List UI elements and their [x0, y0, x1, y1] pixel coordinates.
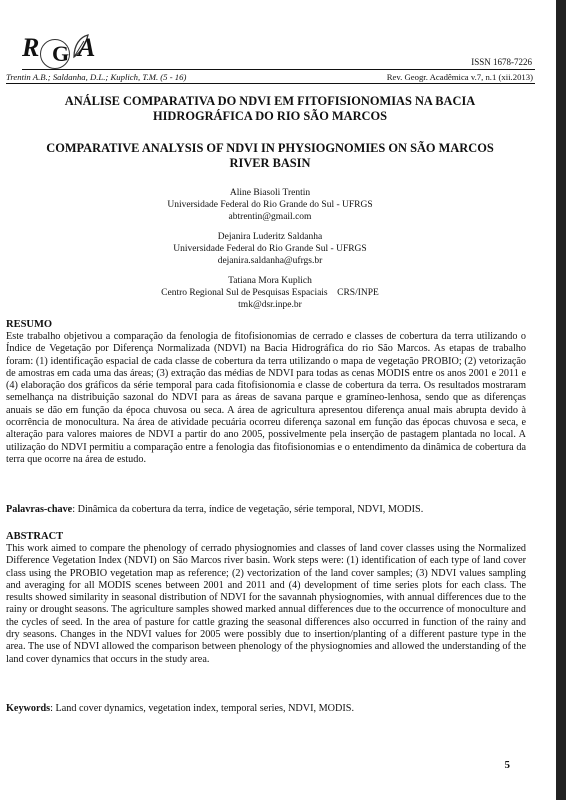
abstract-text: This work aimed to compare the phenology of cerrado physiognomies and classes of land cover classes using the Normalized Difference Vegetation Index (NDVI) on São Marcos river basin. Work steps were: (1) identification of each type of land cover class using the PROBIO vegetation map as reference; (2) vectorization of the land cover samples; (3) NDVI values sampling and averaging for all MODIS scenes between 2001 and 2011 and (4) development of time series plots for each class. The results showed similarity in seasonal distribution of NDVI for the savannah physiognomies, with annual differences due to the rainy or drought seasons. The agriculture samples showed marked annual differences due to the occurrence of monoculture and the cycles of seed. In the area of pasture for cattle grazing the seasonal differences also occurred in function of the rainy and dry seasons. Changes in the NDVI values for 2005 were possibly due to insertion/planting of a different pasture type in the area. The use of NDVI allowed the comparison between phenology of the physiognomies and allowed the understanding of the land cover dynamics that occurs in the study area.: [6, 543, 526, 665]
author-block: [50, 275, 490, 311]
title-pt-line: ANÁLISE COMPARATIVA DO NDVI EM FITOFISIONOMIAS NA BACIA: [64, 94, 476, 108]
page-edge-shadow: [556, 0, 566, 800]
resumo-heading: RESUMO: [6, 319, 53, 330]
author-email: tmk@dsr.inpe.br: [238, 300, 302, 310]
author-name: Dejanira Luderitz Saldanha: [217, 232, 323, 242]
author-name: Aline Biasoli Trentin: [229, 188, 311, 198]
author-institution: Universidade Federal do Rio Grande Sul - UFRGS: [173, 244, 367, 254]
page-number: 5: [504, 759, 510, 771]
palavras-chave-label: Palavras-chave: [6, 504, 73, 515]
author-institution: Centro Regional Sul de Pesquisas Espaciais CRS/INPE: [161, 288, 379, 298]
logo-letter-g: G: [52, 41, 70, 66]
issn-number: ISSN 1678-7226: [471, 57, 532, 67]
title-english: [10, 141, 530, 171]
author-block: [50, 231, 490, 267]
title-en-line: RIVER BASIN: [229, 156, 311, 170]
running-header-authors: Trentin A.B.; Saldanha, D.L.; Kuplich, T.M. (5 - 16): [6, 72, 187, 82]
resumo-text: Este trabalho objetivou a comparação da fenologia de fitofisionomias de cerrado e classes de cobertura da terra utilizando o Índice de Vegetação por Diferença Normalizada (NDVI) na Bacia Hidrográfica do rio São Marcos. As etapas de trabalho foram: (1) identificação espacial de cada classe de cobertura da terra utilizando o mapa de vegetação PROBIO; (2) vetorização de amostras em cada uma das áreas; (3) extração das médias de NDVI para todas as cenas MODIS entre os anos 2001 e 2011 e (4) elaboração dos gráficos da série temporal para cada fitofisionomia e classe de cobertura da terra. Os resultados mostraram semelhança na distribuição sazonal do NDVI para as áreas de savana parque e gramíneo-lenhosa, sendo que as diferenças anuais se dão em função da época chuvosa ou seca. A área de agricultura apresentou diferença anual mais abrupta devido à ocorrência de monocultura. Na área de atividade pecuária ocorreu diferença sazonal em função das épocas chuvosa e seca, e alteração para valores maiores de NDVI a partir do ano 2005, possivelmente pela inserção de pastagem plantada no local. A utilização do NDVI permitiu a comparação entre a fenologia das fitofisionomias e o entendimento da dinâmica de cobertura da terra que ocorre na área de estudo.: [6, 331, 526, 465]
title-pt-line: HIDROGRÁFICA DO RIO SÃO MARCOS: [152, 109, 388, 123]
author-email: abtrentin@gmail.com: [228, 212, 312, 222]
logo-letter-a: A: [78, 33, 96, 62]
palavras-chave-list: : Dinâmica da cobertura da terra, índice de vegetação, série temporal, NDVI, MODIS.: [72, 504, 424, 515]
title-en-line: COMPARATIVE ANALYSIS OF NDVI IN PHYSIOGNOMIES ON SÃO MARCOS: [46, 141, 494, 155]
abstract-heading: ABSTRACT: [6, 531, 64, 542]
title-portuguese: [10, 94, 530, 124]
palavras-chave-line: [6, 504, 526, 515]
author-block: [50, 187, 490, 223]
running-header-journal: Rev. Geogr. Acadêmica v.7, n.1 (xii.2013): [386, 72, 533, 82]
keywords-list: : Land cover dynamics, vegetation index, temporal series, NDVI, MODIS.: [50, 703, 355, 714]
author-institution: Universidade Federal do Rio Grande do Sul - UFRGS: [167, 200, 373, 210]
keywords-line: [6, 703, 526, 714]
header-divider-lower: [6, 83, 535, 84]
logo-letter-r: R: [22, 33, 40, 62]
keywords-label: Keywords: [6, 703, 51, 714]
author-name: Tatiana Mora Kuplich: [228, 276, 312, 286]
journal-logo: [22, 33, 108, 77]
author-email: dejanira.saldanha@ufrgs.br: [217, 256, 323, 266]
header-divider: [22, 69, 535, 70]
